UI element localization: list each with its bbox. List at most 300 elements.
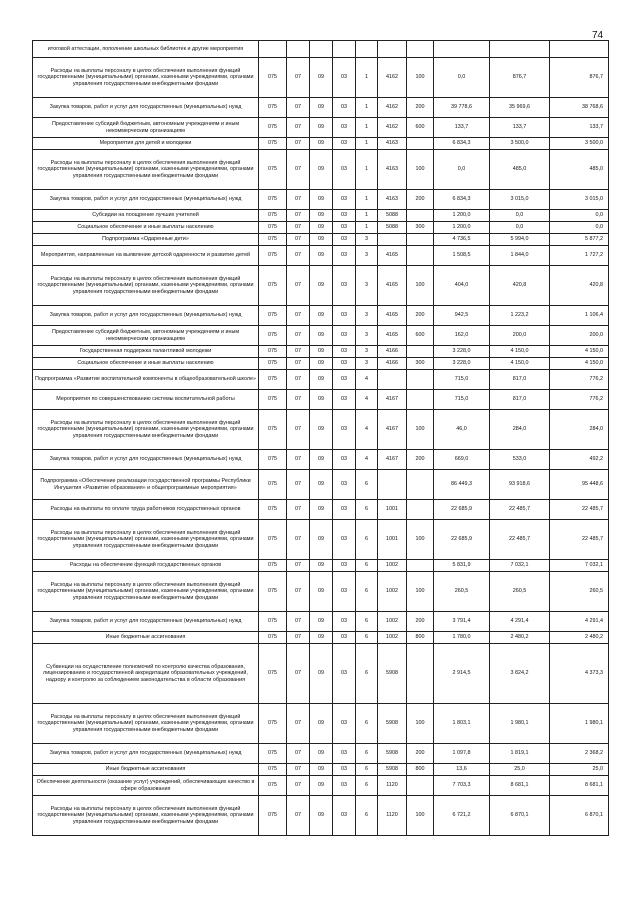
amount-year-1: 1 508,5: [434, 246, 490, 266]
table-row: [33, 138, 609, 150]
amount-year-2: 817,0: [490, 390, 550, 410]
amount-year-3: 95 448,6: [550, 470, 609, 500]
code-section: 07: [287, 266, 310, 306]
table-row: [33, 410, 609, 450]
code-subprogram: 1: [356, 58, 378, 98]
row-name: Социальное обеспечение и иные выплаты населению: [33, 222, 259, 234]
code-direction: 1001: [378, 500, 407, 520]
amount-year-3: 3 500,0: [550, 138, 609, 150]
row-name: итоговой аттестации, пополнение школьных библиотек и другие мероприятия: [33, 41, 259, 58]
code-section: 07: [287, 796, 310, 836]
amount-year-2: 7 032,1: [490, 560, 550, 572]
code-subprogram: 6: [356, 520, 378, 560]
table-row: [33, 266, 609, 306]
code-direction: 5088: [378, 222, 407, 234]
amount-year-2: 2 480,2: [490, 632, 550, 644]
amount-year-1: 669,0: [434, 450, 490, 470]
amount-year-1: [434, 41, 490, 58]
amount-year-2: 260,5: [490, 572, 550, 612]
amount-year-2: 3 500,0: [490, 138, 550, 150]
amount-year-2: 25,0: [490, 764, 550, 776]
code-program: 03: [333, 358, 356, 370]
code-expense-type: [407, 234, 434, 246]
row-name: Иные бюджетные ассигнования: [33, 764, 259, 776]
code-expense-type: 600: [407, 326, 434, 346]
code-section: 07: [287, 776, 310, 796]
amount-year-2: 485,0: [490, 150, 550, 190]
amount-year-1: 3 228,0: [434, 358, 490, 370]
code-expense-type: 800: [407, 764, 434, 776]
code-ministry: 075: [259, 450, 287, 470]
table-row: [33, 520, 609, 560]
amount-year-2: 4 150,0: [490, 346, 550, 358]
amount-year-3: 485,0: [550, 150, 609, 190]
code-subprogram: 3: [356, 306, 378, 326]
code-subsection: 09: [310, 306, 333, 326]
amount-year-2: 1 844,0: [490, 246, 550, 266]
table-row: [33, 306, 609, 326]
row-name: Закупка товаров, работ и услуг для государственных (муниципальных) нужд: [33, 190, 259, 210]
code-subsection: 09: [310, 234, 333, 246]
amount-year-3: 200,0: [550, 326, 609, 346]
code-subprogram: 6: [356, 764, 378, 776]
amount-year-1: 39 778,6: [434, 98, 490, 118]
code-program: 03: [333, 796, 356, 836]
table-row: [33, 326, 609, 346]
code-subsection: 09: [310, 210, 333, 222]
code-subprogram: 1: [356, 210, 378, 222]
code-subprogram: 6: [356, 632, 378, 644]
code-subprogram: 4: [356, 390, 378, 410]
code-subprogram: 4: [356, 410, 378, 450]
code-section: 07: [287, 572, 310, 612]
table-row: [33, 190, 609, 210]
code-direction: 4165: [378, 306, 407, 326]
row-name: Расходы на выплаты персоналу в целях обеспечения выполнения функций государственными (муниципальными) органами, казенными учреждениями, органами управления государственными внебюджетными фондами: [33, 572, 259, 612]
table-row: [33, 644, 609, 704]
amount-year-2: 1 819,1: [490, 744, 550, 764]
amount-year-3: 5 877,2: [550, 234, 609, 246]
amount-year-3: [550, 41, 609, 58]
code-program: 03: [333, 222, 356, 234]
code-section: 07: [287, 346, 310, 358]
row-name: Расходы на выплаты персоналу в целях обеспечения выполнения функций государственными (муниципальными) органами, казенными учреждениями, органами управления государственными внебюджетными фондами: [33, 410, 259, 450]
code-subprogram: 6: [356, 744, 378, 764]
code-subprogram: 6: [356, 796, 378, 836]
code-program: 03: [333, 470, 356, 500]
row-name: Государственная поддержка талантливой молодежи: [33, 346, 259, 358]
row-name: Предоставление субсидий бюджетным, автономным учреждениям и иным некоммерческим организациям: [33, 326, 259, 346]
code-direction: 4163: [378, 138, 407, 150]
amount-year-2: 876,7: [490, 58, 550, 98]
code-program: 03: [333, 520, 356, 560]
amount-year-3: 8 681,1: [550, 776, 609, 796]
table-row: [33, 560, 609, 572]
amount-year-2: 4 291,4: [490, 612, 550, 632]
code-subprogram: 1: [356, 222, 378, 234]
code-section: 07: [287, 326, 310, 346]
code-expense-type: [407, 41, 434, 58]
code-subsection: 09: [310, 560, 333, 572]
code-direction: 4163: [378, 150, 407, 190]
code-subprogram: 3: [356, 234, 378, 246]
code-section: 07: [287, 222, 310, 234]
row-name: Предоставление субсидий бюджетным, автономным учреждениям и иным некоммерческим организациям: [33, 118, 259, 138]
code-expense-type: 200: [407, 98, 434, 118]
code-program: 03: [333, 390, 356, 410]
code-direction: 1002: [378, 612, 407, 632]
code-ministry: 075: [259, 560, 287, 572]
code-program: 03: [333, 370, 356, 390]
code-subsection: 09: [310, 58, 333, 98]
row-name: Закупка товаров, работ и услуг для государственных (муниципальных) нужд: [33, 306, 259, 326]
code-subsection: 09: [310, 572, 333, 612]
code-direction: 4162: [378, 98, 407, 118]
code-expense-type: 200: [407, 612, 434, 632]
code-program: 03: [333, 234, 356, 246]
code-ministry: 075: [259, 470, 287, 500]
code-ministry: 075: [259, 764, 287, 776]
code-program: 03: [333, 190, 356, 210]
code-expense-type: [407, 346, 434, 358]
amount-year-1: 3 228,0: [434, 346, 490, 358]
amount-year-2: 200,0: [490, 326, 550, 346]
table-body: [33, 41, 609, 836]
code-ministry: [259, 41, 287, 58]
code-subprogram: 6: [356, 470, 378, 500]
amount-year-3: 420,8: [550, 266, 609, 306]
code-subprogram: 6: [356, 776, 378, 796]
code-section: 07: [287, 306, 310, 326]
amount-year-1: 7 703,3: [434, 776, 490, 796]
code-direction: [378, 41, 407, 58]
amount-year-3: 1 980,1: [550, 704, 609, 744]
table-row: [33, 41, 609, 58]
table-row: [33, 58, 609, 98]
amount-year-2: 3 015,0: [490, 190, 550, 210]
amount-year-1: 715,0: [434, 370, 490, 390]
code-expense-type: [407, 210, 434, 222]
row-name: Расходы на выплаты персоналу в целях обеспечения выполнения функций государственными (муниципальными) органами, казенными учреждениями, органами управления государственными внебюджетными фондами: [33, 704, 259, 744]
amount-year-2: 133,7: [490, 118, 550, 138]
row-name: Закупка товаров, работ и услуг для государственных (муниципальных) нужд: [33, 744, 259, 764]
code-direction: [378, 470, 407, 500]
code-section: 07: [287, 704, 310, 744]
amount-year-2: 533,0: [490, 450, 550, 470]
code-program: 03: [333, 500, 356, 520]
amount-year-1: 133,7: [434, 118, 490, 138]
budget-table: [32, 40, 609, 836]
code-program: 03: [333, 138, 356, 150]
amount-year-2: 284,0: [490, 410, 550, 450]
code-subsection: 09: [310, 612, 333, 632]
code-expense-type: 100: [407, 572, 434, 612]
code-subsection: 09: [310, 150, 333, 190]
amount-year-3: 4 291,4: [550, 612, 609, 632]
code-direction: 5908: [378, 704, 407, 744]
amount-year-2: 1 980,1: [490, 704, 550, 744]
code-expense-type: [407, 138, 434, 150]
code-direction: 4165: [378, 326, 407, 346]
table-row: [33, 370, 609, 390]
code-direction: 1002: [378, 572, 407, 612]
amount-year-1: 22 685,9: [434, 520, 490, 560]
table-row: [33, 210, 609, 222]
code-subprogram: 3: [356, 346, 378, 358]
row-name: Подпрограмма «Одаренные дети»: [33, 234, 259, 246]
code-ministry: 075: [259, 612, 287, 632]
table-row: [33, 98, 609, 118]
code-program: 03: [333, 326, 356, 346]
code-ministry: 075: [259, 266, 287, 306]
amount-year-3: 4 373,3: [550, 644, 609, 704]
amount-year-3: 3 015,0: [550, 190, 609, 210]
code-expense-type: [407, 500, 434, 520]
code-program: 03: [333, 306, 356, 326]
amount-year-2: 4 150,0: [490, 358, 550, 370]
amount-year-1: 3 791,4: [434, 612, 490, 632]
table-row: [33, 796, 609, 836]
amount-year-3: 1 727,2: [550, 246, 609, 266]
code-section: 07: [287, 246, 310, 266]
row-name: Расходы на выплаты персоналу в целях обеспечения выполнения функций государственными (муниципальными) органами, казенными учреждениями, органами управления государственными внебюджетными фондами: [33, 150, 259, 190]
code-subsection: 09: [310, 222, 333, 234]
row-name: Иные бюджетные ассигнования: [33, 632, 259, 644]
code-ministry: 075: [259, 390, 287, 410]
code-subsection: 09: [310, 246, 333, 266]
code-expense-type: [407, 776, 434, 796]
code-ministry: 075: [259, 410, 287, 450]
amount-year-1: 0,0: [434, 58, 490, 98]
code-subprogram: 6: [356, 572, 378, 612]
code-direction: 4167: [378, 450, 407, 470]
row-name: Закупка товаров, работ и услуг для государственных (муниципальных) нужд: [33, 612, 259, 632]
code-expense-type: 100: [407, 150, 434, 190]
row-name: Расходы на выплаты персоналу в целях обеспечения выполнения функций государственными (муниципальными) органами, казенными учреждениями, органами управления государственными внебюджетными фондами: [33, 520, 259, 560]
amount-year-2: 35 969,6: [490, 98, 550, 118]
amount-year-3: 4 150,0: [550, 346, 609, 358]
code-subprogram: 1: [356, 150, 378, 190]
code-subsection: 09: [310, 266, 333, 306]
amount-year-2: 0,0: [490, 222, 550, 234]
amount-year-3: 260,5: [550, 572, 609, 612]
code-subprogram: 6: [356, 500, 378, 520]
code-ministry: 075: [259, 704, 287, 744]
code-direction: 4162: [378, 118, 407, 138]
amount-year-3: 492,2: [550, 450, 609, 470]
table-row: [33, 118, 609, 138]
code-section: 07: [287, 450, 310, 470]
amount-year-3: 6 870,1: [550, 796, 609, 836]
code-ministry: 075: [259, 306, 287, 326]
code-program: 03: [333, 266, 356, 306]
code-subprogram: 6: [356, 612, 378, 632]
code-section: 07: [287, 612, 310, 632]
amount-year-3: 284,0: [550, 410, 609, 450]
table-row: [33, 234, 609, 246]
code-section: 07: [287, 58, 310, 98]
code-ministry: 075: [259, 326, 287, 346]
amount-year-1: 22 685,9: [434, 500, 490, 520]
amount-year-1: 260,5: [434, 572, 490, 612]
code-section: 07: [287, 470, 310, 500]
code-expense-type: 200: [407, 450, 434, 470]
code-section: 07: [287, 744, 310, 764]
row-name: Расходы на выплаты по оплате труда работников государственных органов: [33, 500, 259, 520]
code-section: 07: [287, 500, 310, 520]
code-subsection: 09: [310, 370, 333, 390]
code-section: 07: [287, 632, 310, 644]
code-section: 07: [287, 520, 310, 560]
code-direction: 5088: [378, 210, 407, 222]
code-subsection: 09: [310, 346, 333, 358]
code-expense-type: [407, 390, 434, 410]
code-expense-type: 100: [407, 58, 434, 98]
amount-year-3: 38 768,6: [550, 98, 609, 118]
code-expense-type: 200: [407, 190, 434, 210]
amount-year-3: 7 032,1: [550, 560, 609, 572]
code-direction: 5908: [378, 764, 407, 776]
row-name: Обеспечение деятельности (оказание услуг) учреждений, обеспечивающих качество в сфере образования: [33, 776, 259, 796]
row-name: Субсидии на поощрение лучших учителей: [33, 210, 259, 222]
code-section: 07: [287, 150, 310, 190]
code-section: 07: [287, 390, 310, 410]
code-ministry: 075: [259, 234, 287, 246]
code-expense-type: 100: [407, 266, 434, 306]
amount-year-3: 25,0: [550, 764, 609, 776]
code-section: 07: [287, 190, 310, 210]
code-program: 03: [333, 632, 356, 644]
amount-year-3: 0,0: [550, 210, 609, 222]
code-ministry: 075: [259, 644, 287, 704]
table-row: [33, 612, 609, 632]
code-direction: 1120: [378, 776, 407, 796]
code-expense-type: 200: [407, 306, 434, 326]
amount-year-1: 6 721,2: [434, 796, 490, 836]
code-program: 03: [333, 776, 356, 796]
code-ministry: 075: [259, 98, 287, 118]
row-name: Расходы на выплаты персоналу в целях обеспечения выполнения функций государственными (муниципальными) органами, казенными учреждениями, органами управления государственными внебюджетными фондами: [33, 266, 259, 306]
code-ministry: 075: [259, 572, 287, 612]
table-row: [33, 358, 609, 370]
table-row: [33, 744, 609, 764]
code-subprogram: 1: [356, 118, 378, 138]
code-expense-type: 100: [407, 410, 434, 450]
table-row: [33, 346, 609, 358]
amount-year-3: 876,7: [550, 58, 609, 98]
amount-year-2: 420,8: [490, 266, 550, 306]
code-direction: 4167: [378, 390, 407, 410]
code-expense-type: 100: [407, 520, 434, 560]
table-row: [33, 500, 609, 520]
code-subsection: 09: [310, 138, 333, 150]
row-name: Мероприятия, направленные на выявление детской одаренности и развитие детей: [33, 246, 259, 266]
table-row: [33, 632, 609, 644]
table-row: [33, 764, 609, 776]
code-subsection: 09: [310, 704, 333, 744]
code-program: 03: [333, 410, 356, 450]
code-direction: [378, 234, 407, 246]
amount-year-3: 22 485,7: [550, 500, 609, 520]
amount-year-1: 1 200,0: [434, 222, 490, 234]
amount-year-3: 4 150,0: [550, 358, 609, 370]
code-expense-type: 600: [407, 118, 434, 138]
code-ministry: 075: [259, 138, 287, 150]
row-name: Подпрограмма «Обеспечение реализации государственной программы Республики Ингушетия «Развитие образования» и общепрограммные мероприятия»: [33, 470, 259, 500]
code-program: 03: [333, 246, 356, 266]
code-direction: [378, 370, 407, 390]
amount-year-3: 776,2: [550, 390, 609, 410]
code-program: 03: [333, 612, 356, 632]
code-expense-type: 100: [407, 796, 434, 836]
code-subsection: 09: [310, 190, 333, 210]
code-program: 03: [333, 210, 356, 222]
code-ministry: 075: [259, 58, 287, 98]
code-subprogram: 3: [356, 358, 378, 370]
code-subsection: [310, 41, 333, 58]
code-ministry: 075: [259, 370, 287, 390]
table-row: [33, 222, 609, 234]
code-direction: 4167: [378, 410, 407, 450]
code-subsection: 09: [310, 520, 333, 560]
amount-year-3: 22 485,7: [550, 520, 609, 560]
code-section: 07: [287, 370, 310, 390]
amount-year-3: 133,7: [550, 118, 609, 138]
row-name: Расходы на выплаты персоналу в целях обеспечения выполнения функций государственными (муниципальными) органами, казенными учреждениями, органами управления государственными внебюджетными фондами: [33, 58, 259, 98]
amount-year-1: 1 780,0: [434, 632, 490, 644]
code-program: 03: [333, 450, 356, 470]
amount-year-2: 6 870,1: [490, 796, 550, 836]
code-subprogram: 4: [356, 370, 378, 390]
table-row: [33, 246, 609, 266]
code-subprogram: [356, 41, 378, 58]
row-name: Закупка товаров, работ и услуг для государственных (муниципальных) нужд: [33, 98, 259, 118]
amount-year-2: 817,0: [490, 370, 550, 390]
amount-year-2: 0,0: [490, 210, 550, 222]
code-direction: 4165: [378, 246, 407, 266]
amount-year-3: 0,0: [550, 222, 609, 234]
code-subsection: 09: [310, 644, 333, 704]
row-name: Закупка товаров, работ и услуг для государственных (муниципальных) нужд: [33, 450, 259, 470]
code-subsection: 09: [310, 764, 333, 776]
code-expense-type: 300: [407, 358, 434, 370]
code-subprogram: 6: [356, 704, 378, 744]
amount-year-1: 2 914,5: [434, 644, 490, 704]
code-ministry: 075: [259, 520, 287, 560]
amount-year-1: 162,0: [434, 326, 490, 346]
code-expense-type: [407, 644, 434, 704]
code-ministry: 075: [259, 632, 287, 644]
amount-year-2: 8 681,1: [490, 776, 550, 796]
code-program: 03: [333, 346, 356, 358]
code-program: 03: [333, 572, 356, 612]
code-subsection: 09: [310, 118, 333, 138]
code-section: 07: [287, 410, 310, 450]
amount-year-3: 2 480,2: [550, 632, 609, 644]
code-section: 07: [287, 118, 310, 138]
code-ministry: 075: [259, 744, 287, 764]
table-row: [33, 390, 609, 410]
code-program: 03: [333, 744, 356, 764]
amount-year-1: 5 831,9: [434, 560, 490, 572]
code-direction: 1001: [378, 520, 407, 560]
amount-year-1: 13,6: [434, 764, 490, 776]
code-section: [287, 41, 310, 58]
code-direction: 1002: [378, 560, 407, 572]
code-program: [333, 41, 356, 58]
code-subsection: 09: [310, 358, 333, 370]
code-ministry: 075: [259, 500, 287, 520]
